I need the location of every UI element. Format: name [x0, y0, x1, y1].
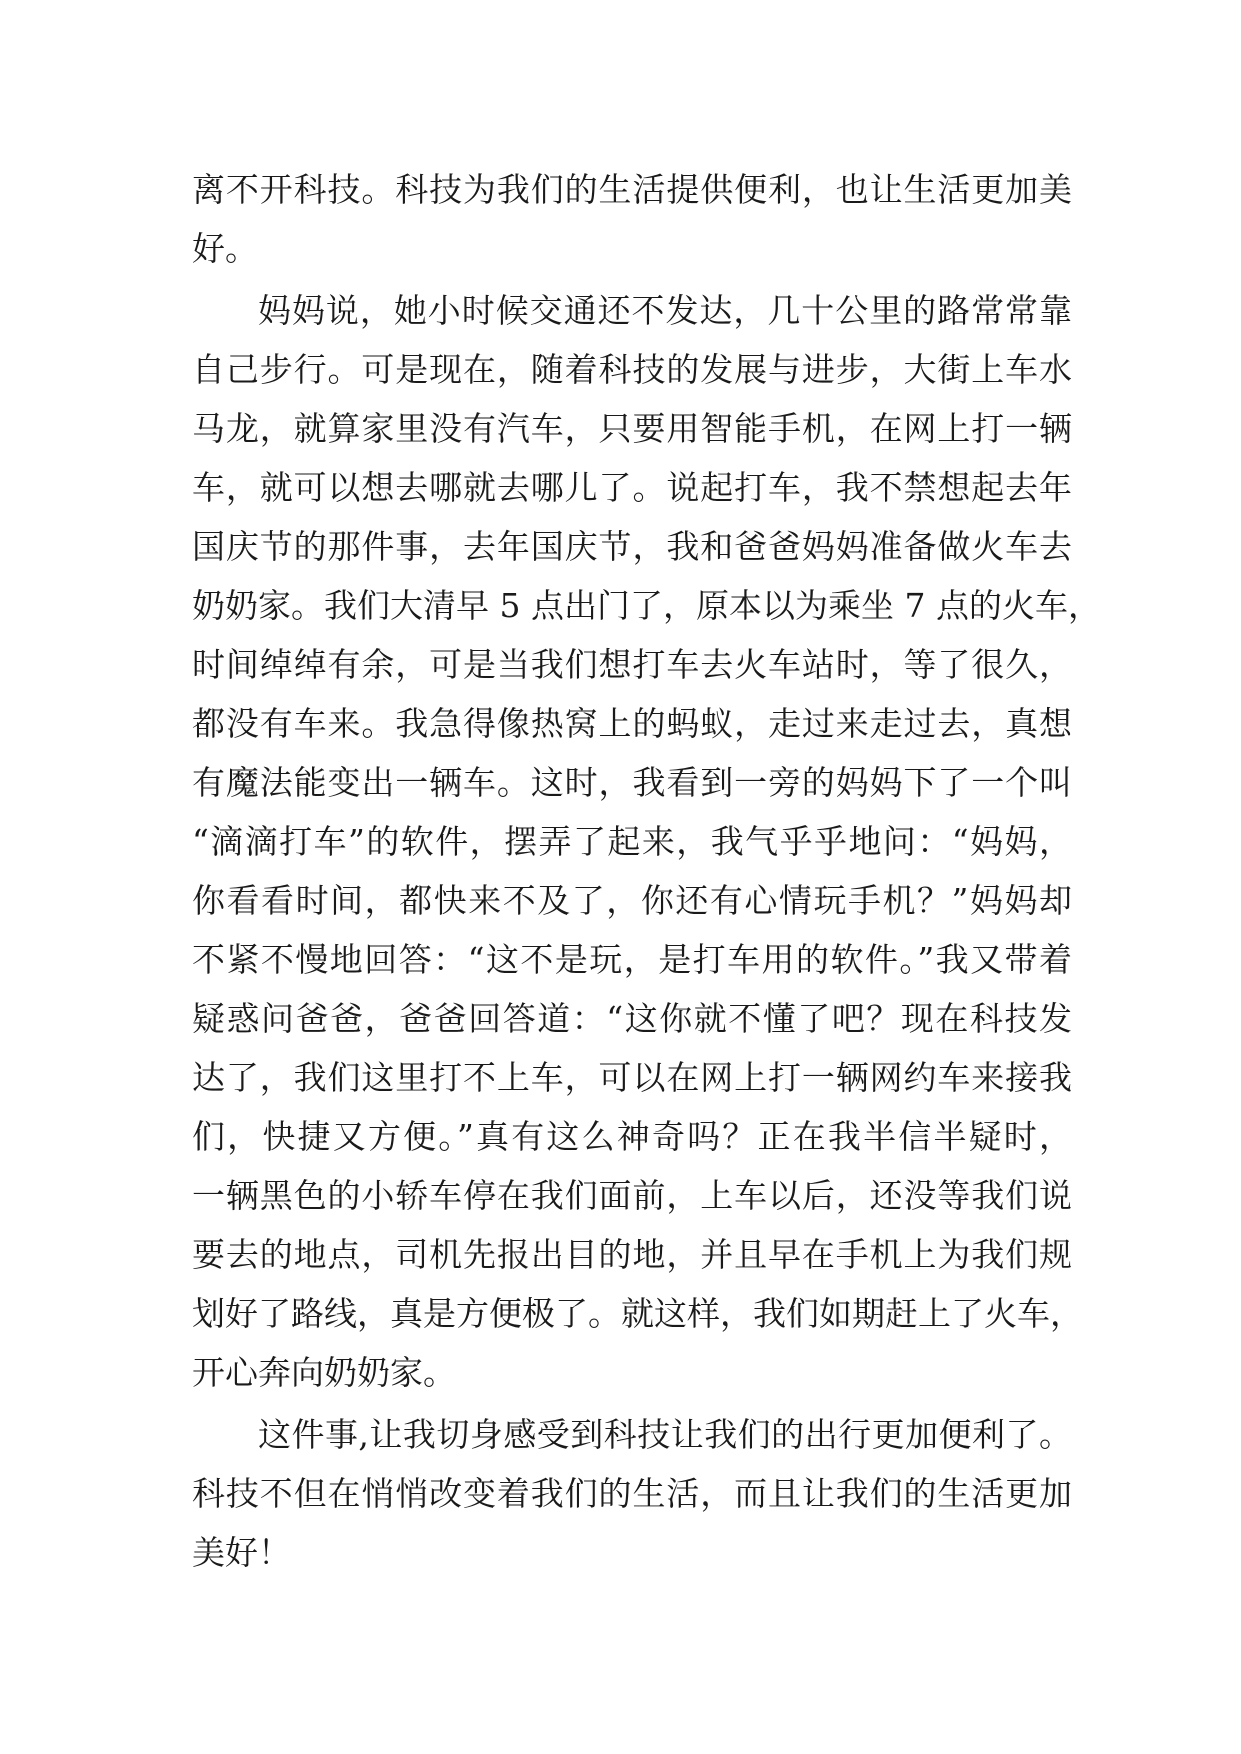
text-line: 疑惑问爸爸，爸爸回答道：“这你就不懂了吧？现在科技发	[192, 999, 1072, 1038]
text-line: 都没有车来。我急得像热窝上的蚂蚁，走过来走过去，真想	[192, 704, 1072, 743]
text-line: 开心奔向奶奶家。	[192, 1353, 456, 1392]
text-line: 离不开科技。科技为我们的生活提供便利，也让生活更加美	[192, 170, 1072, 209]
text-line: 要去的地点，司机先报出目的地，并且早在手机上为我们规	[192, 1235, 1072, 1274]
text-line: 一辆黑色的小轿车停在我们面前，上车以后，还没等我们说	[192, 1176, 1072, 1215]
text-line: 科技不但在悄悄改变着我们的生活，而且让我们的生活更加	[192, 1474, 1072, 1513]
paragraph-3	[192, 1405, 1072, 1582]
text-line: 马龙，就算家里没有汽车，只要用智能手机，在网上打一辆	[192, 409, 1072, 448]
essay-body	[192, 160, 1101, 1582]
text-line: 美好！	[192, 1533, 291, 1572]
text-line: 自己步行。可是现在，随着科技的发展与进步，大街上车水	[192, 350, 1072, 389]
text-line: 你看看时间，都快来不及了，你还有心情玩手机？”妈妈却	[192, 881, 1072, 920]
text-line: 好。	[192, 229, 258, 268]
text-line: 有魔法能变出一辆车。这时，我看到一旁的妈妈下了一个叫	[192, 763, 1072, 802]
text-line: 车，就可以想去哪就去哪儿了。说起打车，我不禁想起去年	[192, 468, 1072, 507]
text-line: “滴滴打车”的软件，摆弄了起来，我气乎乎地问：“妈妈，	[192, 822, 1072, 861]
text-line: 不紧不慢地回答：“这不是玩，是打车用的软件。”我又带着	[192, 940, 1072, 979]
text-line: 国庆节的那件事，去年国庆节，我和爸爸妈妈准备做火车去	[192, 527, 1072, 566]
text-line: 奶奶家。我们大清早 5 点出门了，原本以为乘坐 7 点的火车，	[192, 586, 1101, 625]
text-line: 时间绰绰有余，可是当我们想打车去火车站时，等了很久，	[192, 645, 1072, 684]
text-line: 妈妈说，她小时候交通还不发达，几十公里的路常常靠	[258, 291, 1072, 330]
text-line: 这件事,让我切身感受到科技让我们的出行更加便利了。	[258, 1415, 1072, 1454]
text-line: 划好了路线，真是方便极了。就这样，我们如期赶上了火车，	[192, 1294, 1083, 1333]
text-line: 达了，我们这里打不上车，可以在网上打一辆网约车来接我	[192, 1058, 1072, 1097]
paragraph-2	[192, 281, 1101, 1402]
paragraph-1	[192, 160, 1072, 278]
text-line: 们，快捷又方便。”真有这么神奇吗？正在我半信半疑时，	[192, 1117, 1072, 1156]
